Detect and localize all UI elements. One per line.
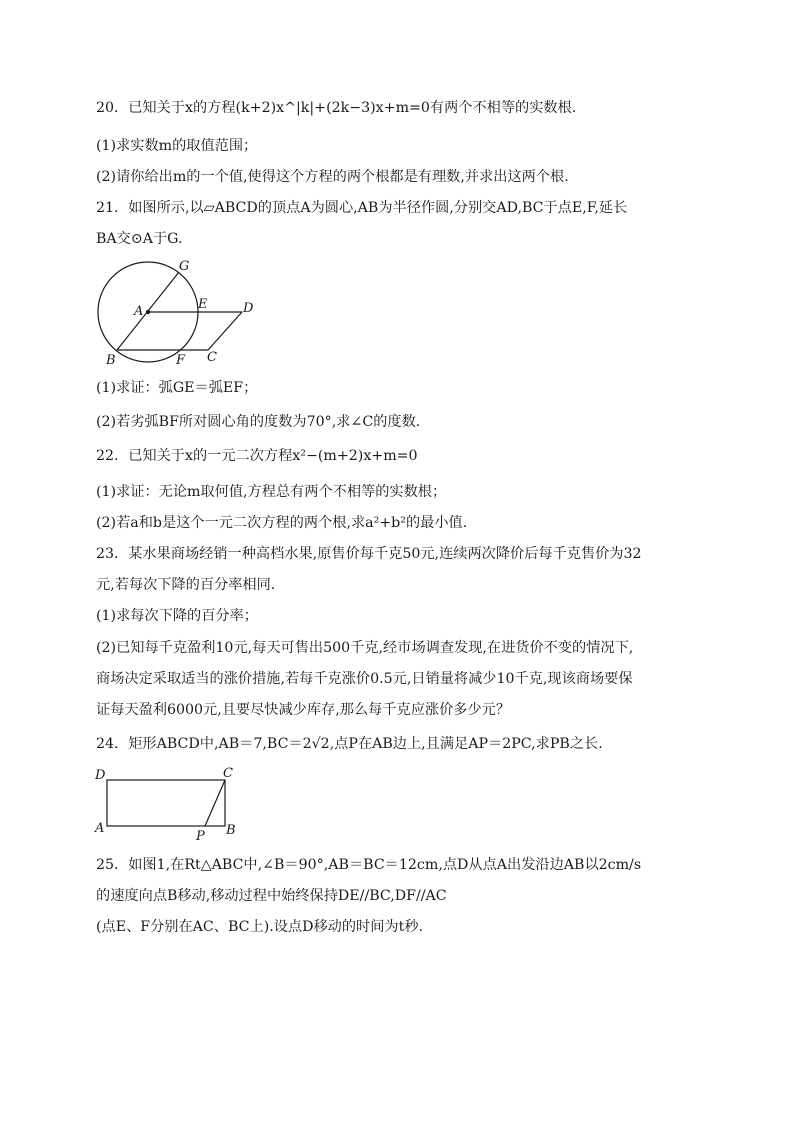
problem-22-stem: 22．已知关于x的一元二次方程x²−(m+2)x+m=0 <box>96 448 418 464</box>
problem-21-q2: (2)若劣弧BF所对圆心角的度数为70°,求∠C的度数. <box>96 414 421 430</box>
problem-23-q1: (1)求每次下降的百分率； <box>96 608 258 624</box>
segment-cd <box>208 312 242 350</box>
problem-24-stem: 24．矩形ABCD中,AB＝7,BC＝2√2,点P在AB边上,且满足AP＝2PC,求PB之长. <box>96 736 603 752</box>
problem-21-stem-1: 21．如图所示,以▱ABCD的顶点A为圆心,AB为半径作圆,分别交AD,BC于点E,F,延长 <box>96 200 628 216</box>
label-a: A <box>134 304 144 319</box>
label-b: B <box>226 823 236 838</box>
label-e: E <box>198 297 208 312</box>
label-p: P <box>196 829 205 842</box>
label-g: G <box>179 259 190 274</box>
problem-22-q2: (2)若a和b是这个一元二次方程的两个根,求a²+b²的最小值. <box>96 515 468 531</box>
label-d: D <box>243 301 254 316</box>
problem-20-q1: (1)求实数m的取值范围； <box>96 138 258 154</box>
problem-21-q1: (1)求证：弧GE＝弧EF； <box>96 380 258 396</box>
label-c: C <box>223 766 233 781</box>
rectangle-abcd <box>107 780 225 826</box>
segment-pc <box>205 780 225 826</box>
figure-24-rectangle <box>90 762 250 842</box>
problem-21-stem-2: BA交⊙A于G. <box>96 231 183 247</box>
label-f: F <box>176 353 186 368</box>
problem-23-q2-line-2: 商场决定采取适当的涨价措施,若每千克涨价0.5元,日销量将减少10千克,现该商场要保 <box>96 671 633 687</box>
label-a: A <box>95 821 105 836</box>
problem-25-line-3: (点E、F分别在AC、BC上).设点D移动的时间为t秒. <box>96 919 424 935</box>
problem-23-stem-2: 元,若每次下降的百分率相同. <box>96 577 276 593</box>
label-d: D <box>95 768 106 783</box>
problem-20-q2: (2)请你给出m的一个值,使得这个方程的两个根都是有理数,并求出这两个根. <box>96 169 569 185</box>
problem-22-q1: (1)求证：无论m取何值,方程总有两个不相等的实数根； <box>96 484 447 500</box>
problem-23-q2-line-3: 证每天盈利6000元,且要尽快减少库存,那么每千克应涨价多少元？ <box>96 702 511 718</box>
problem-20-stem: 20．已知关于x的方程(k+2)x^|k|+(2k−3)x+m=0有两个不相等的实数根. <box>96 100 577 116</box>
problem-23-stem-1: 23．某水果商场经销一种高档水果,原售价每千克50元,连续两次降价后每千克售价为32 <box>96 546 642 562</box>
figure-21-circle-parallelogram <box>90 254 270 372</box>
problem-25-line-2: 的速度向点B移动,移动过程中始终保持DE//BC,DF//AC <box>96 888 447 904</box>
label-c: C <box>207 350 217 365</box>
center-point-a <box>146 310 150 314</box>
label-b: B <box>106 353 116 368</box>
problem-23-q2-line-1: (2)已知每千克盈利10元,每天可售出500千克,经市场调查发现,在进货价不变的情况下, <box>96 640 634 656</box>
problem-25-line-1: 25．如图1,在Rt△ABC中,∠B＝90°,AB＝BC＝12cm,点D从点A出发沿边AB以2cm/s <box>96 857 642 873</box>
